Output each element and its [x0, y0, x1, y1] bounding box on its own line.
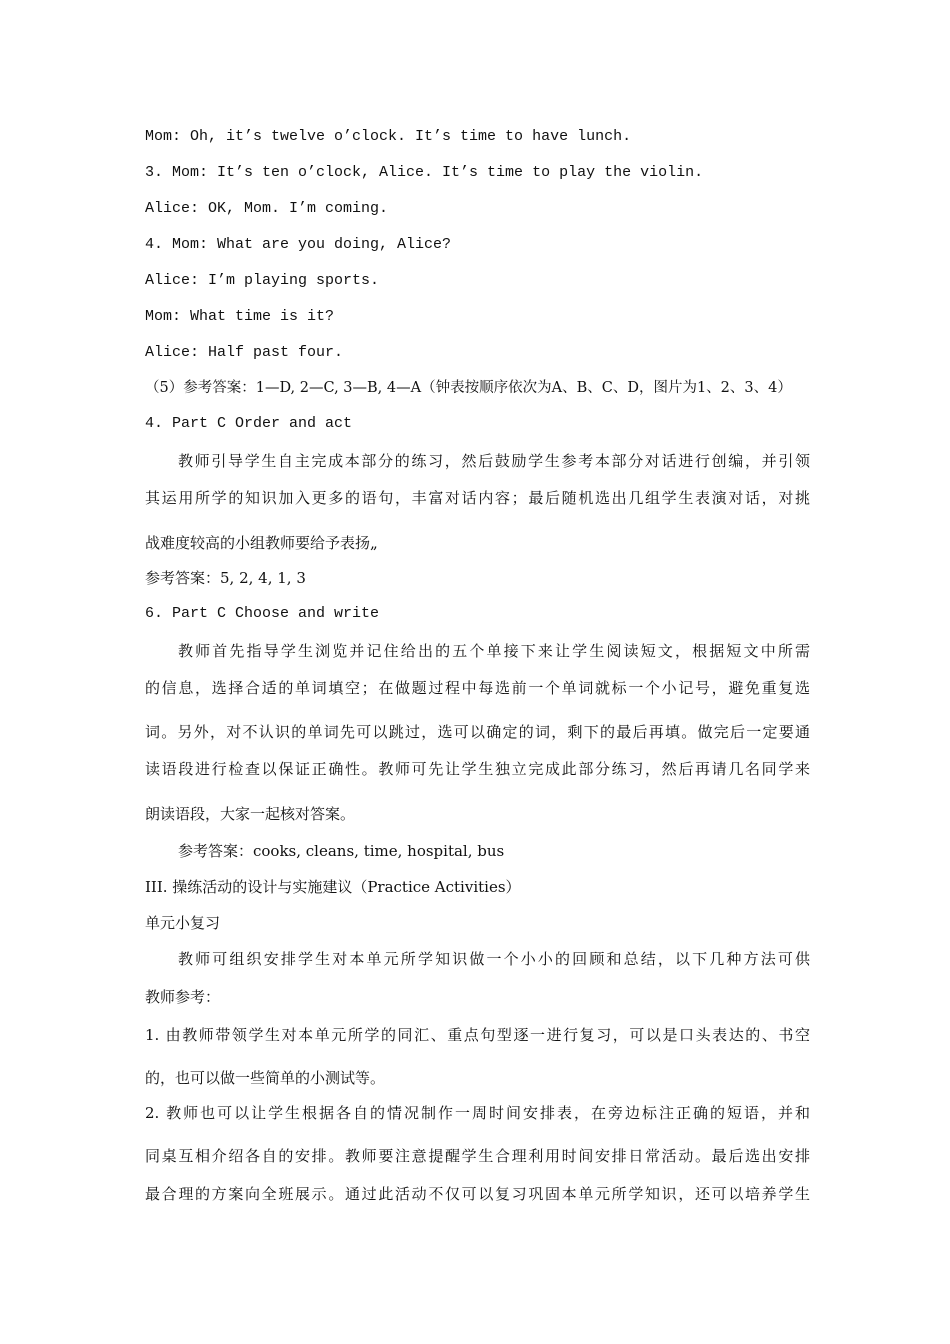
subsection-heading: 单元小复习 [145, 914, 221, 932]
list-item-line: 的，也可以做一些简单的小测试等。 [145, 1069, 386, 1087]
list-item-line: 2. 教师也可以让学生根据各自的情况制作一周时间安排表，在旁边标注正确的短语，并和 [145, 1104, 810, 1122]
dialogue-line: Alice: I’m playing sports. [145, 272, 380, 289]
section-heading: III. 操练活动的设计与实施建议（Practice Activities） [145, 878, 521, 896]
dialogue-line: 4. Mom: What are you doing, Alice? [145, 236, 452, 253]
paragraph-line: 战难度较高的小组教师要给予表扬„ [145, 534, 378, 552]
section-heading: 4. Part C Order and act [145, 415, 353, 432]
answer-line: 参考答案：5, 2, 4, 1, 3 [145, 569, 306, 587]
list-item-line: 最合理的方案向全班展示。通过此活动不仅可以复习巩固本单元所学知识，还可以培养学生 [145, 1185, 810, 1203]
paragraph-line: 教师参考： [145, 988, 221, 1006]
paragraph-line: 词。另外，对不认识的单词先可以跳过，选可以确定的词，剩下的最后再填。做完后一定要通 [145, 723, 810, 741]
paragraph-line: 教师可组织安排学生对本单元所学知识做一个小小的回顾和总结，以下几种方法可供 [178, 950, 810, 968]
dialogue-line: Mom: Oh, it’s twelve o’clock. It’s time to have lunch. [145, 128, 632, 145]
paragraph-line: 的信息，选择合适的单词填空；在做题过程中每选前一个单词就标一个小记号，避免重复选 [145, 679, 810, 697]
answer-line: 参考答案：cooks, cleans, time, hospital, bus [178, 842, 505, 860]
paragraph-line: 读语段进行检查以保证正确性。教师可先让学生独立完成此部分练习，然后再请几名同学来 [145, 760, 810, 778]
paragraph-line: 其运用所学的知识加入更多的语句，丰富对话内容；最后随机选出几组学生表演对话，对挑 [145, 489, 810, 507]
paragraph-line: 教师首先指导学生浏览并记住给出的五个单接下来让学生阅读短文，根据短文中所需 [178, 642, 810, 660]
paragraph-line: 教师引导学生自主完成本部分的练习，然后鼓励学生参考本部分对话进行创编，并引领 [178, 452, 810, 470]
answer-line: （5）参考答案：1—D, 2—C, 3—B, 4—A（钟表按顺序依次为A、B、C、D，图片为1、2、3、4） [145, 380, 792, 396]
list-item-line: 同桌互相介绍各自的安排。教师要注意提醒学生合理利用时间安排日常活动。最后选出安排 [145, 1147, 810, 1165]
dialogue-line: Alice: OK, Mom. I’m coming. [145, 200, 389, 217]
dialogue-line: Alice: Half past four. [145, 344, 344, 361]
section-heading: 6. Part C Choose and write [145, 605, 380, 622]
list-item-line: 1. 由教师带领学生对本单元所学的同汇、重点句型逐一进行复习，可以是口头表达的、书空 [145, 1026, 810, 1044]
dialogue-line: Mom: What time is it? [145, 308, 335, 325]
dialogue-line: 3. Mom: It’s ten o’clock, Alice. It’s time to play the violin. [145, 164, 704, 181]
paragraph-line: 朗读语段，大家一起核对答案。 [145, 805, 356, 823]
